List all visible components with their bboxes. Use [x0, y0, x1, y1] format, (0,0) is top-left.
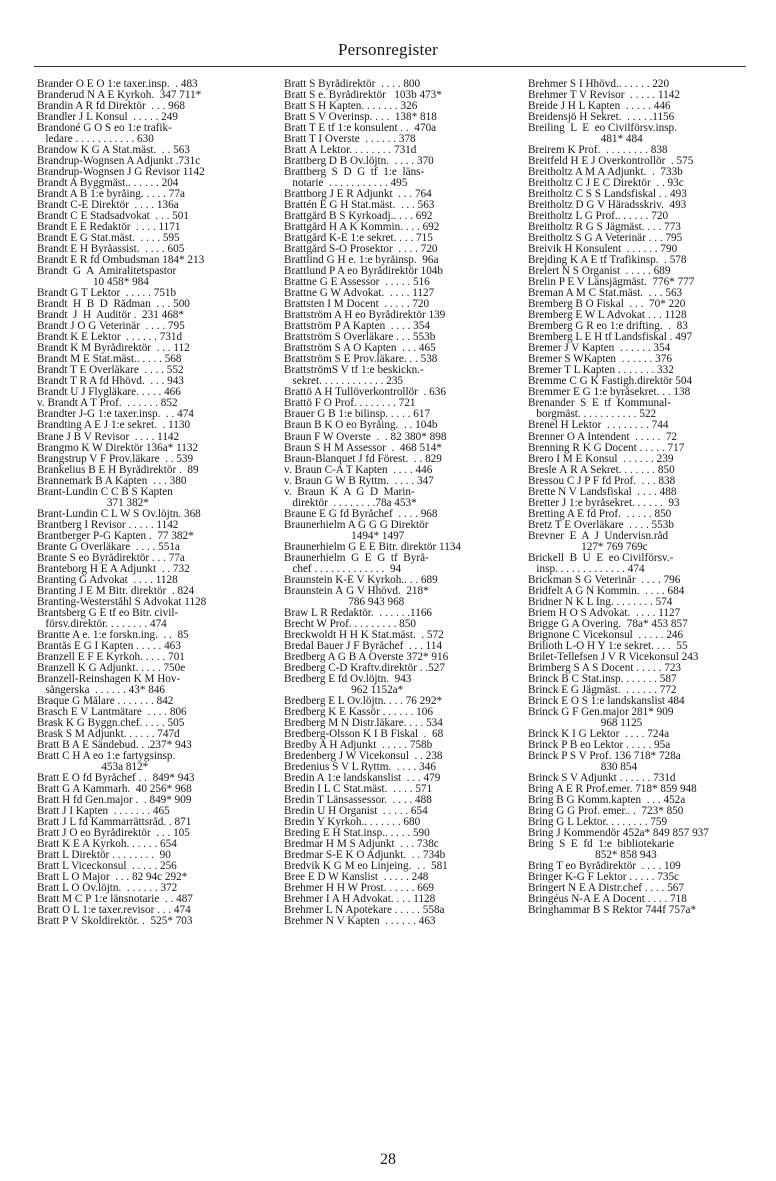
register-entry: Bredberg-Olsson K I B Fiskal . 68	[284, 728, 444, 740]
register-entry: Bratt S V Överinsp. . . . 138* 818	[284, 112, 437, 124]
register-entry: Brauer G B 1:e bilinsp. . . . . 617	[284, 409, 431, 421]
register-entry: Brankelius B E H Byrådirektör . 89	[37, 464, 199, 476]
register-entry: Brenel H Lektor . . . . . . . . 744	[528, 420, 669, 432]
register-entry: Breitholtz L G Prof.. . . . . . 720	[528, 211, 669, 223]
register-entry: Brattberg S D G tf 1:e läns-	[284, 167, 425, 179]
register-entry: Brandt J H Auditör . 231 468*	[37, 310, 184, 322]
register-entry: Branzell E F E Kyrkoh. . . . . 701	[37, 651, 185, 663]
register-entry: Brattström A H eo Byrådirektör 139	[284, 310, 446, 322]
register-entry: Bredmar S-E K O Adjunkt. . . 734b	[284, 850, 446, 862]
register-entry: 1494* 1497	[284, 530, 405, 542]
register-entry: Brandrup-Wognsen J G Revisor 1142	[37, 167, 205, 179]
register-entry: Bredin U H Organist . . . . . 654	[284, 806, 428, 818]
register-entry: notarie . . . . . . . . . . . 495	[284, 178, 408, 190]
register-entry: Braunerhielm G E G tf Byrå-	[284, 552, 429, 564]
register-entry: Breitholtz A M A Adjunkt. . 733b	[528, 167, 683, 179]
register-entry: Bremer T L Kapten . . . . . . . 332	[528, 365, 674, 377]
register-entry: Brinck S V Adjunkt . . . . . . 731d	[528, 772, 676, 784]
register-entry: Brandt G A Amiralitetspastor	[37, 266, 177, 278]
register-entry: Bremberg E W L Advokat . . . 1128	[528, 310, 687, 322]
register-entry: Bredberg E L Öv.löjtn. . . . 76 292*	[284, 695, 443, 707]
register-entry: Bringert N E A Distr.chef . . . . 567	[528, 883, 684, 895]
register-entry: Brandt A B 1:e byråing. . . . . 77a	[37, 189, 185, 201]
register-entry: 10 458* 984	[37, 277, 149, 289]
register-entry: Brignone C Vicekonsul . . . . . 246	[528, 629, 684, 641]
register-entry: Brattlund P A eo Byrådirektör 104b	[284, 266, 443, 278]
register-entry: Bring B G Komm.kapten . . . 452a	[528, 795, 686, 807]
register-entry: Brattö F O Prof. . . . . . . . 721	[284, 398, 416, 410]
register-entry: Breitfeld H E J Överkontrollör . 575	[528, 156, 694, 168]
register-column-2	[284, 79, 522, 927]
register-entry: insp. . . . . . . . . . . . . 474	[528, 563, 645, 575]
register-entry: Brelert N S Organist . . . . . 689	[528, 266, 671, 278]
register-entry: Brattlind G H e. 1:e byråinsp. 96a	[284, 255, 439, 267]
register-entry: Brangstrup V F Prov.läkare . . 539	[37, 453, 194, 465]
register-entry: Branting-Westerståhl S Advokat 1128	[37, 596, 207, 608]
register-entry: Bringéus N-A E A Docent . . . . 718	[528, 894, 687, 906]
register-entry: Bratt L Direktör . . . . . . . . 90	[37, 850, 171, 862]
register-entry: Bredberg K E Kassör . . . . . . 106	[284, 706, 433, 718]
register-entry: Breding E H Stat.insp.. . . . . 590	[284, 828, 430, 840]
register-entry: Breitholtz C S S Landsfiskal . . 493	[528, 189, 687, 201]
register-entry: v. Brandt A T Prof. . . . . . . 852	[37, 398, 178, 410]
register-entry: Brinck G F Gen.major 281* 909	[528, 706, 674, 718]
register-entry: v. Braun G W B Ryttm. . . . . 347	[284, 475, 434, 487]
register-entry: Bratt S e. Byrådirektör 103b 473*	[284, 90, 442, 102]
register-entry: Brattgård H A K Kommin. . . . 692	[284, 222, 440, 234]
register-entry: Brandt C E Stadsadvokat . . . 501	[37, 211, 189, 223]
register-entry: Brattberg D B Öv.löjtn. . . . . 370	[284, 156, 434, 168]
register-entry: Bridner N K L Ing. . . . . . . . 574	[528, 596, 673, 608]
register-entry: Bratt E O fd Byråchef . . 849* 943	[37, 772, 195, 784]
register-entry: v. Braun K A G D Marin-	[284, 486, 415, 498]
page-number: 28	[380, 1151, 396, 1168]
register-entry: Bratt C H A eo 1:e fartygsinsp.	[37, 750, 176, 762]
register-entry: borgmäst. . . . . . . . . . . 522	[528, 409, 657, 421]
register-entry: Bretting A E fd Prof. . . . . . 850	[528, 508, 672, 520]
register-entry: Brannemark B A Kapten . . . 380	[37, 475, 187, 487]
register-entry: Braun-Blanquet J fd Förest. . . 829	[284, 453, 442, 465]
register-entry: Braunstein K-E V Kyrkoh.. . . 689	[284, 574, 438, 586]
register-entry: Brinck P S V Prof. 136 718* 728a	[528, 750, 681, 762]
register-entry: Bratt O L 1:e taxer.revisor . . . 474	[37, 905, 191, 917]
register-entry: Brattne G E Assessor . . . . . 516	[284, 277, 430, 289]
register-entry: Brandt H B D Rådman . . . 500	[37, 299, 190, 311]
register-entry: Bredberg A G B A Överste 372* 916	[284, 651, 449, 663]
register-column-3	[528, 79, 766, 916]
register-entry: Bredin I L C Stat.mäst. . . . . 571	[284, 784, 433, 795]
register-entry: Brandt K E Lektor . . . . . . 731d	[37, 332, 183, 344]
register-entry: Brandler J L Konsul . . . . . 249	[37, 112, 178, 124]
register-entry: Breide J H L Kapten . . . . . 446	[528, 101, 671, 113]
register-entry: Bredin Y Kyrkoh.. . . . . . . 680	[284, 817, 421, 829]
register-entry: Bratt J I Kapten . . . . . . . 465	[37, 806, 170, 818]
register-entry: Bredenberg J W Vicekonsul . . 238	[284, 750, 443, 762]
register-entry: Braun F W Överste . . 82 380* 898	[284, 431, 447, 443]
register-entry: Bringhammar B S Rektor 744f 757a*	[528, 905, 697, 917]
register-entry: Bring G G Prof. emer.. . 723* 850	[528, 806, 684, 818]
register-entry: Brandt K M Byrådirektör . . . 112	[37, 343, 190, 355]
register-entry: Breiling L E eo Civilförsv.insp.	[528, 123, 677, 135]
register-entry: direktör . . . . . . . .78a 453*	[284, 497, 417, 509]
register-entry: Bredmar H M S Adjunkt . . . 738c	[284, 839, 439, 851]
register-entry: Breivik H Konsulent . . . . . . 790	[528, 244, 678, 256]
register-entry: 127* 769 769c	[528, 541, 648, 553]
register-entry: Brasch E V Lantmätare . . . . 806	[37, 706, 187, 718]
register-entry: Brette N V Landsfiskal . . . . 488	[528, 486, 677, 498]
register-entry: Brandt E R fd Ombudsman 184* 213	[37, 255, 205, 267]
register-entry: Bredberg C-D Kraftv.direktör . .527	[284, 662, 445, 674]
register-entry: Brantsberg G E tf eo Bitr. civil-	[37, 607, 179, 619]
register-entry: Bratt S H Kapten. . . . . . . 326	[284, 101, 418, 113]
register-entry: Breman A M C Stat.mäst. . . . 563	[528, 288, 683, 300]
register-entry: 830 854	[528, 761, 638, 773]
register-entry: Bratt T E tf 1:e konsulent . . 470a	[284, 123, 437, 135]
register-entry: Brane J B V Revisor . . . . 1142	[37, 431, 180, 443]
register-entry: Bremberg B O Fiskal . . . 70* 220	[528, 299, 686, 311]
register-entry: Brimberg S A S Docent . . . . . 723	[528, 662, 682, 674]
register-entry: 786 943 968	[284, 596, 405, 608]
register-entry: Braunerhielm G E E Bitr. direktör 1134	[284, 541, 461, 553]
register-entry: Brenning R K G Docent . . . . . 717	[528, 442, 685, 454]
register-entry: Brattén E G H Stat.mäst. . . . 563	[284, 200, 435, 212]
register-entry: Breckwoldt H H K Stat.mäst. . 572	[284, 629, 444, 641]
register-entry: Bredenius S V L Ryttm. . . . . 346	[284, 761, 436, 773]
register-entry: Brandt C-E Direktör . . . . 136a	[37, 200, 179, 212]
register-entry: Brante G Överläkare . . . . 551a	[37, 541, 180, 553]
register-entry: Brask K G Byggn.chef. . . . . 505	[37, 717, 185, 729]
header-rule	[34, 66, 746, 67]
register-entry: Brander O E O 1:e taxer.insp. . 483	[37, 79, 198, 90]
register-entry: Brandt E H Byråassist. . . . . 605	[37, 244, 185, 256]
register-entry: Brandt M E Stat.mäst.. . . . . 568	[37, 354, 182, 366]
register-entry: Bredberg M N Distr.läkare. . . . 534	[284, 717, 443, 729]
register-entry: Bratt Å Lektor. . . . . . . . 731d	[284, 145, 417, 157]
register-entry: Brevner E A J Undervisn.råd	[528, 530, 669, 542]
register-entry: Bridfelt A G N Kommin. . . . . 684	[528, 585, 685, 597]
register-entry: Bring A E R Prof.emer. 718* 859 948	[528, 784, 697, 795]
register-entry: Bredin T Länsassessor. . . . . 488	[284, 795, 432, 807]
register-entry: försv.direktör. . . . . . . . 474	[37, 618, 167, 630]
register-entry: Braune E G fd Byråchef . . . . 968	[284, 508, 438, 520]
register-entry: Brandow K G A Stat.mäst. . . 563	[37, 145, 190, 157]
register-entry: Brattström S E Prov.läkare. . . 538	[284, 354, 438, 366]
register-column-1	[37, 79, 275, 927]
register-entry: Brickman S G Veterinär . . . . 796	[528, 574, 681, 586]
register-entry: Bratt J O eo Byrådirektör . . . 105	[37, 828, 190, 840]
register-entry: Bremberg L E H tf Landsfiskal . 497	[528, 332, 693, 344]
register-entry: Bringer K-G F Lektor . . . . . 735c	[528, 872, 680, 884]
register-entry: Brinck E G Jägmäst. . . . . . . 772	[528, 684, 677, 696]
register-entry: 371 382*	[37, 497, 149, 509]
register-entry: Brattgård B S Kyrkoadj.. . . . 692	[284, 211, 433, 223]
register-entry: Brehmer L N Apotekare . . . . . 558a	[284, 905, 445, 917]
register-entry: Braunerhielm A G G G Direktör	[284, 519, 429, 531]
register-entry: Bredal Bauer J F Byråchef . . . 114	[284, 640, 443, 652]
register-entry: Brehmer H H W Prost. . . . . . 669	[284, 883, 434, 895]
register-entry: Brandt E E Redaktör . . . . 1171	[37, 222, 181, 234]
register-entry: Bring S E fd 1:e bibliotekarie	[528, 839, 675, 851]
register-entry: Brehmer S I Hhövd.. . . . . . 220	[528, 79, 670, 90]
register-entry: Brandin A R fd Direktör . . . 968	[37, 101, 185, 113]
register-entry: ledare . . . . . . . . . . . 630	[37, 134, 154, 146]
register-entry: Brandrup-Wognsen A Adjunkt .731c	[37, 156, 201, 168]
register-entry: Brandt T E Överläkare . . . . 552	[37, 365, 184, 377]
register-entry: Brattström S Överläkare . . . 553b	[284, 332, 436, 344]
register-entry: Brattsten I M Docent . . . . . 720	[284, 299, 430, 311]
register-entry: Brattström P A Kapten . . . . 354	[284, 321, 430, 333]
register-entry: Branteborg H E A Adjunkt . . 732	[37, 563, 190, 575]
register-entry: Bratt T I Överste . . . . . . 378	[284, 134, 416, 146]
register-entry: Breitholtz D G V Häradsskriv. 493	[528, 200, 687, 212]
register-entry: Bretter J 1:e byråsekret. . . . . . 93	[528, 497, 680, 509]
register-entry: Breirem K Prof. . . . . . . . . 838	[528, 145, 668, 157]
register-entry: Bratt S Byrådirektör . . . . 800	[284, 79, 421, 90]
register-entry: Brinck E O S 1:e landskanslist 484	[528, 695, 685, 707]
register-entry: 852* 858 943	[528, 850, 657, 862]
register-entry: Breitholtz R G S Jägmäst. . . . 773	[528, 222, 681, 234]
register-entry: Bresle Å R A Sekret. . . . . . . 850	[528, 464, 675, 476]
register-entry: Bratt L O Öv.löjtn. . . . . . . 372	[37, 883, 178, 895]
register-entry: Branzell K G Adjunkt. . . . . 750e	[37, 662, 186, 674]
register-entry: Bredin A 1:e landskanslist . . . 479	[284, 772, 441, 784]
register-entry: Brehmer N V Kapten . . . . . . 463	[284, 916, 436, 928]
register-entry: Branting G Advokat . . . . 1128	[37, 574, 178, 586]
register-entry: chef . . . . . . . . . . . . . 94	[284, 563, 402, 575]
register-entry: Brantberger P-G Kapten . 77 382*	[37, 530, 194, 542]
register-entry: Bring G L Lektor. . . . . . . . 759	[528, 817, 668, 829]
register-entry: 962 1152a*	[284, 684, 404, 696]
register-entry: Brattgård K-E 1:e sekret. . . . 715	[284, 233, 433, 245]
register-entry: Brehmer I A H Advokat. . . . 1128	[284, 894, 436, 906]
register-entry: Brinck B C Stat.insp. . . . . . . 587	[528, 673, 677, 685]
register-entry: Brattström S A O Kapten . . . 465	[284, 343, 436, 355]
register-entry: Bratt L O Major . . . 82 94c 292*	[37, 872, 188, 884]
register-entry: Brandter J-G 1:e taxer.insp. . . 474	[37, 409, 194, 421]
register-entry: Bratt J L fd Kammarrättsråd. . 871	[37, 817, 192, 829]
register-entry: Bree E D W Kanslist . . . . . 248	[284, 872, 429, 884]
register-entry: 481* 484	[528, 134, 643, 146]
register-entry: Branting J E M Bitr. direktör . 824	[37, 585, 195, 597]
register-entry: 453a 812*	[37, 761, 149, 773]
register-entry: Brinck P B eo Lektor . . . . . 95a	[528, 739, 671, 751]
register-entry: Brattne G W Advokat. . . . . 1127	[284, 288, 435, 300]
register-entry: Brandt T R A fd Hhövd. . . . 943	[37, 376, 184, 388]
register-entry: Brantås E G I Kapten . . . . . 463	[37, 640, 181, 652]
register-entry: Branzell-Reinshagen K M Hov-	[37, 673, 181, 685]
register-entry: Bring J Kommendör 452a* 849 857 937	[528, 828, 709, 840]
register-entry: Bremer S WKapten . . . . . . 376	[528, 354, 672, 366]
register-entry: Braunstein Å G V Hhövd. 218*	[284, 585, 429, 597]
register-entry: Brandt A Byggmäst.. . . . . . 204	[37, 178, 179, 190]
register-entry: Brant-Lundin C C B S Kapten	[37, 486, 173, 498]
register-entry: Breidensjö H Sekret. . . . . .1156	[528, 112, 675, 124]
register-entry: Bremme C G K Fastigh.direktör 504	[528, 376, 693, 388]
register-entry: Brant-Lundin C L W S Öv.löjtn. 368	[37, 508, 201, 520]
register-entry: Braque G Målare . . . . . . . 842	[37, 695, 174, 707]
register-entry: Bratt B A E Sändebud. . .237* 943	[37, 739, 192, 751]
register-entry: Brandt G T Lektor . . . . . 751b	[37, 288, 177, 300]
register-entry: Brandt E G Stat.mäst. . . . . 595	[37, 233, 180, 245]
register-entry: Bretz T E Överläkare . . . . 553b	[528, 519, 674, 531]
register-entry: Brigge G A Övering. 78a* 453 857	[528, 618, 688, 630]
register-entry: Braw L R Redaktör. . . . . . .1166	[284, 607, 433, 619]
register-entry: Bratt L Viceckonsul . . . . . 256	[37, 861, 177, 873]
register-entry: Bratt H fd Gen.major . . 849* 909	[37, 795, 192, 807]
register-entry: Brattgård S-O Prosektor . . . . 720	[284, 244, 438, 256]
register-entry: Brilet-Tellefsen J V R Vicekonsul 243	[528, 651, 699, 663]
register-entry: Bratt K E A Kyrkoh. . . . . . 654	[37, 839, 177, 851]
register-entry: Braun B K O eo Byråing. . . 104b	[284, 420, 438, 432]
register-entry: Brickell B U E eo Civilförsv.-	[528, 552, 674, 564]
register-entry: Brandoné G O S eo 1:e trafik-	[37, 123, 172, 135]
register-entry: Bremberg G R eo 1:e drifting. . 83	[528, 321, 688, 333]
register-entry: Brinck K I G Lektor . . . . 724a	[528, 728, 670, 740]
register-entry: Brecht W Prof. . . . . . . . . 850	[284, 618, 416, 630]
register-entry: BrattströmS V tf 1:e beskickn.-	[284, 365, 424, 377]
register-entry: Brenander S E tf Kommunal-	[528, 398, 671, 410]
register-entry: Branderud N A E Kyrkoh. 347 711*	[37, 90, 202, 102]
register-entry: Bratt G A Kammarh. 40 256* 968	[37, 784, 192, 795]
register-entry: Brattborg J E R Adjunkt . . . 764	[284, 189, 432, 201]
register-entry: Brattö A H Tullöverkontrollör . 636	[284, 387, 446, 399]
register-entry: Bremmer E G 1:e byråsekret. . . 138	[528, 387, 691, 399]
register-entry: Brejding K A E tf Trafikinsp. . 578	[528, 255, 687, 267]
register-entry: Brelin P E V Länsjägmäst. 776* 777	[528, 277, 695, 289]
register-entry: Braun S H M Assessor . 468 514*	[284, 442, 442, 454]
register-entry: sekret. . . . . . . . . . . . 235	[284, 376, 404, 388]
register-entry: Bratt M C P 1:e länsnotarie . . 487	[37, 894, 193, 906]
register-entry: Bredvik K G M eo Linjeing. . . 581	[284, 861, 448, 873]
register-entry: Bring T eo Byrådirektör . . . . 109	[528, 861, 681, 873]
register-entry: sångerska . . . . . . 43* 846	[37, 684, 166, 696]
register-entry: Breitholtz S G A Veterinär . . . 795	[528, 233, 683, 245]
register-entry: Brante S eo Byrådirektör . . . 77a	[37, 552, 185, 564]
register-entry: Bredberg E fd Öv.löjtn. 943	[284, 673, 412, 685]
register-entry: Brandt J O G Veterinär . . . . 795	[37, 321, 185, 333]
register-entry: Briem H O S Advokat. . . . . 1127	[528, 607, 681, 619]
register-entry: Brilioth L-O H Y 1:e sekret. . . . 55	[528, 640, 688, 652]
register-entry: Brantte A e. 1:e forskn.ing. . . 85	[37, 629, 189, 641]
register-entry: Brandting A E J 1:e sekret. . 1130	[37, 420, 191, 432]
register-entry: 968 1125	[528, 717, 643, 729]
register-entry: Bremer J V Kapten . . . . . . 354	[528, 343, 671, 355]
register-entry: Brangmo K W Direktör 136a* 1132	[37, 442, 199, 454]
register-entry: v. Braun C-A T Kapten . . . . 446	[284, 464, 433, 476]
register-entry: Brantberg I Revisor . . . . . 1142	[37, 519, 179, 531]
page-title: Personregister	[337, 40, 439, 59]
register-entry: Brehmer T V Revisor . . . . . 1142	[528, 90, 680, 102]
register-entry: Bressou C J P F fd Prof. . . . 838	[528, 475, 676, 487]
register-entry: Brero I M E Konsul . . . . . . 239	[528, 453, 674, 465]
register-entry: Bredby A H Adjunkt . . . . . 758b	[284, 739, 433, 751]
register-entry: Bratt P V Skoldirektör. . 525* 703	[37, 916, 193, 928]
register-entry: Breitholtz C J E C Direktör . . 93c	[528, 178, 684, 190]
register-entry: Brandt U J Flygläkare. . . . . 466	[37, 387, 181, 399]
register-entry: Brenner O A Intendent . . . . . 72	[528, 431, 678, 443]
register-entry: Brask S M Adjunkt. . . . . . 747d	[37, 728, 180, 740]
